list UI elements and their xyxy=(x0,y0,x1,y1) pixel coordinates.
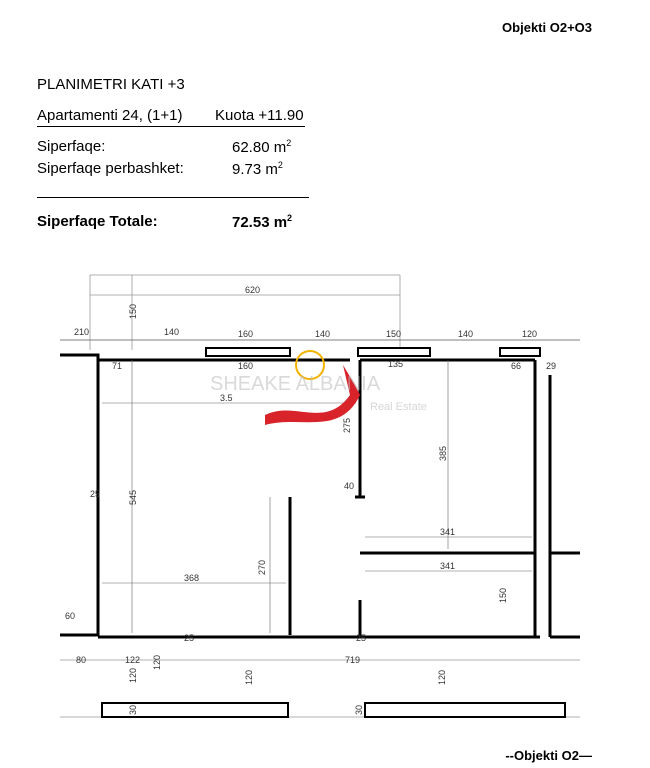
dim-label: 40 xyxy=(344,481,355,491)
dim-label: 160 xyxy=(238,329,254,339)
dim-label: 30 xyxy=(354,704,364,715)
dim-label: 160 xyxy=(238,361,254,371)
dim-label: 120 xyxy=(128,667,138,683)
dim-label: 275 xyxy=(342,417,352,433)
dim-label: 71 xyxy=(112,361,123,371)
shared-surface-label: Siperfaqe perbashket: xyxy=(37,160,184,177)
dim-label: 120 xyxy=(244,669,254,685)
dim-label: 140 xyxy=(164,327,180,337)
dim-label: 620 xyxy=(245,285,261,295)
dim-label: 120 xyxy=(152,654,162,670)
dim-label: 368 xyxy=(184,573,200,583)
dim-label: 140 xyxy=(458,329,474,339)
dim-label: 270 xyxy=(257,559,267,575)
apartment-row xyxy=(37,107,305,127)
dim-label: 150 xyxy=(128,303,138,319)
dim-label: 25 xyxy=(356,633,367,643)
dim-label: 719 xyxy=(345,655,361,665)
watermark-text: SHEAKE ALBANIA xyxy=(210,373,381,395)
dim-label: 120 xyxy=(437,669,447,685)
dim-label: 25 xyxy=(184,633,195,643)
dim-label: 3.5 xyxy=(220,393,233,403)
dim-label: 150 xyxy=(386,329,402,339)
dim-label: 66 xyxy=(511,361,522,371)
apartment-name: Apartamenti 24, (1+1) xyxy=(37,107,183,124)
dim-label: 341 xyxy=(440,561,456,571)
dim-label: 545 xyxy=(128,489,138,505)
dim-label: 25 xyxy=(90,489,101,499)
dim-label: 80 xyxy=(76,655,87,665)
dim-label: 140 xyxy=(315,329,331,339)
footer-object-label: --Objekti O2— xyxy=(505,748,592,763)
dim-label: 30 xyxy=(128,704,138,715)
dim-label: 60 xyxy=(65,611,76,621)
floor-title: PLANIMETRI KATI +3 xyxy=(37,76,185,93)
surface-value: 62.80 $m^2$ xyxy=(232,138,292,156)
dim-label: 122 xyxy=(125,655,141,665)
watermark-subtext: Real Estate xyxy=(370,401,427,413)
surface-label: Siperfaqe: xyxy=(37,138,106,155)
dim-label: 120 xyxy=(522,329,538,339)
divider-line xyxy=(37,197,309,198)
total-surface-value: 72.53 $m^2$ xyxy=(232,213,293,231)
shared-surface-value: 9.73 $m^2$ xyxy=(232,160,283,178)
floor-plan xyxy=(60,265,580,725)
apartment-level: Kuota +11.90 xyxy=(215,107,304,124)
dim-label: 341 xyxy=(440,527,456,537)
dim-label: 150 xyxy=(498,587,508,603)
dim-label: 29 xyxy=(546,361,557,371)
dim-label: 210 xyxy=(74,327,90,337)
object-label: Objekti O2+O3 xyxy=(502,20,592,35)
dim-label: 135 xyxy=(388,359,404,369)
dim-label: 385 xyxy=(438,445,448,461)
total-surface-label: Siperfaqe Totale: xyxy=(37,213,158,230)
